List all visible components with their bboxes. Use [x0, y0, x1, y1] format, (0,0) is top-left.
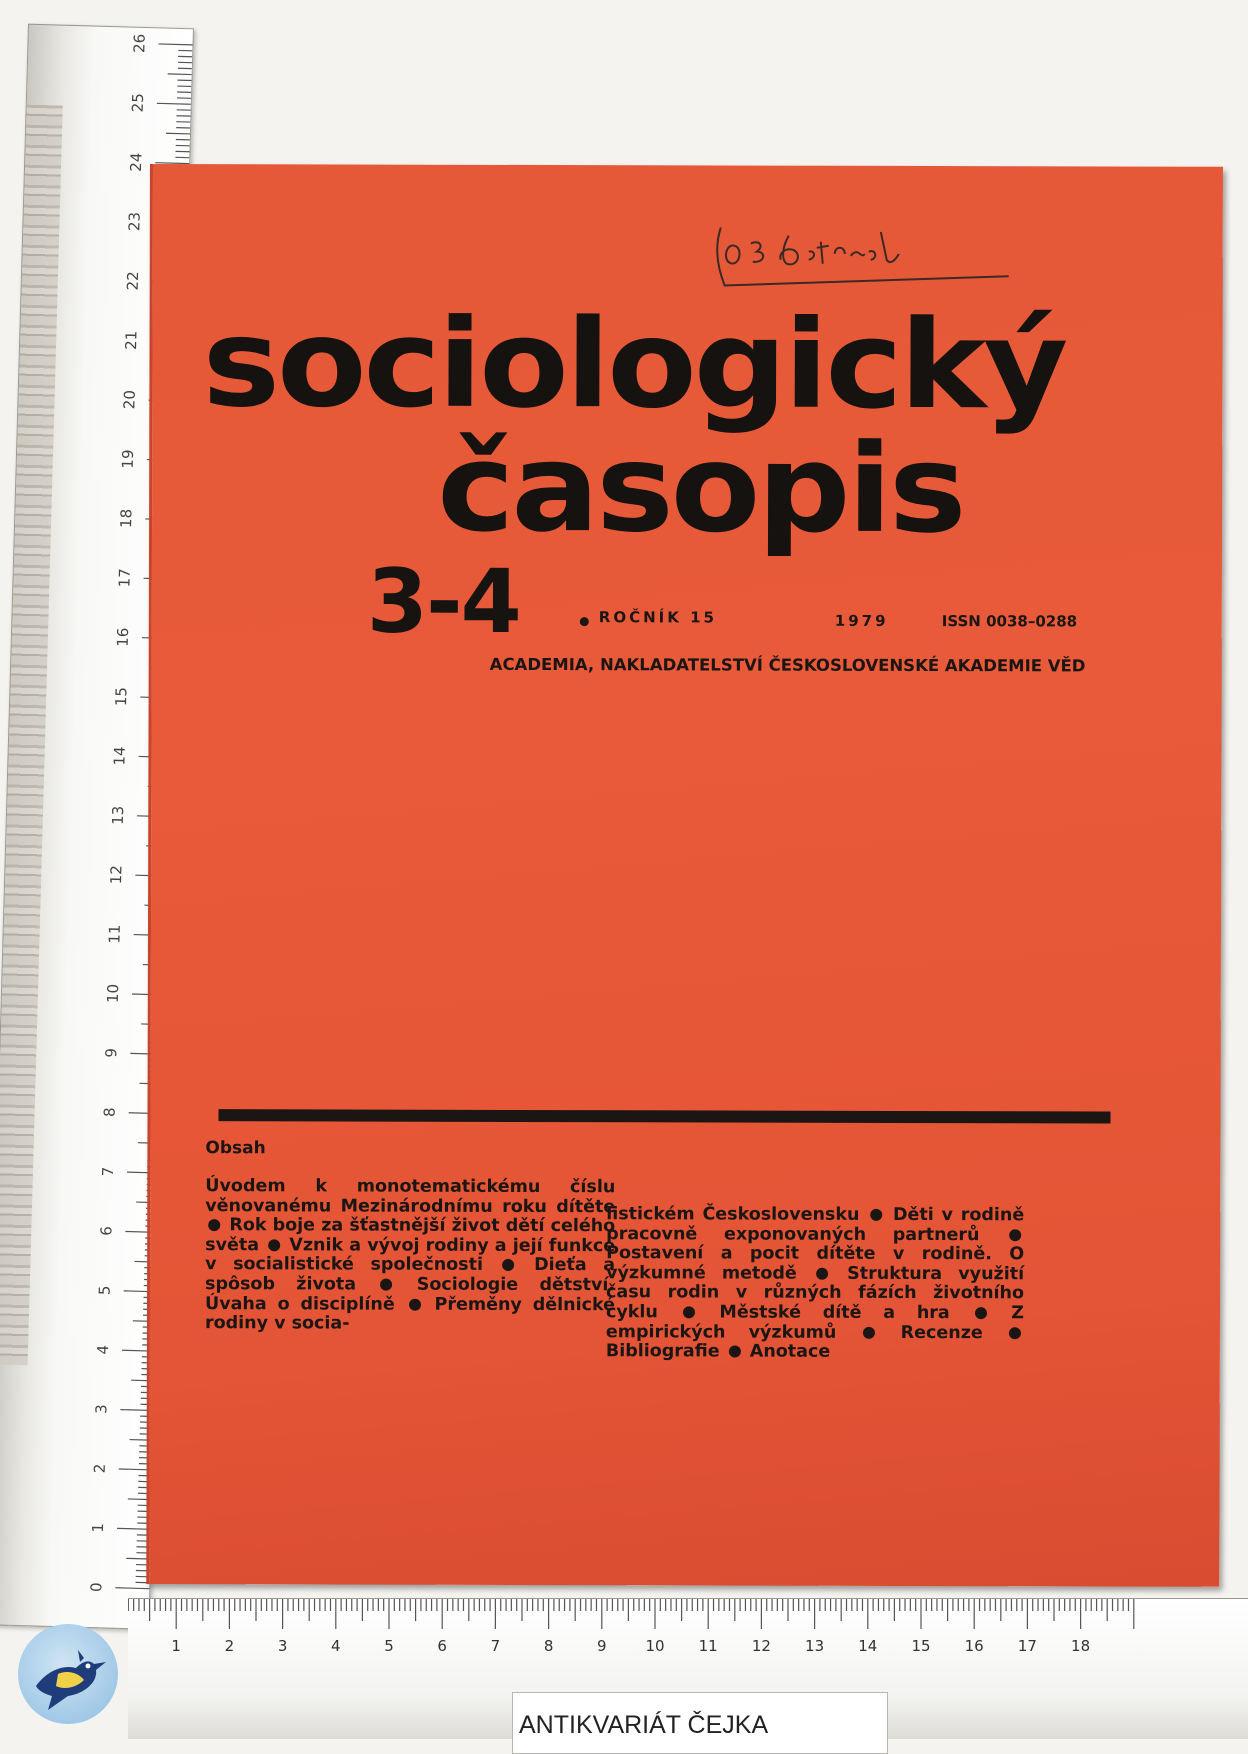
bullet-icon	[380, 1279, 392, 1291]
ruler-number: 8	[544, 1637, 554, 1655]
contents-column-right: listickém Československu Děti v rodině pracovně exponovaných partnerů Postavení a pocit dítěte v rodině. O výzkumné metodě Struktura využití času rodin v různých fázích životního cyklu Městské dítě a hra Z empirických výzkumů Recenze Bibliografie Anotace	[606, 1205, 1024, 1363]
issue-number: 3-4	[367, 550, 520, 653]
ruler-number: 9	[597, 1637, 607, 1655]
ruler-number: 9	[102, 1048, 120, 1058]
ruler-number: 1	[89, 1523, 107, 1533]
ruler-number: 7	[99, 1167, 117, 1177]
volume-label: ROČNÍK 15	[599, 608, 717, 626]
handwritten-note	[709, 215, 1109, 296]
bullet-icon	[409, 1298, 421, 1310]
contents-column-left: Úvodem k monotematickému číslu věnovanému Mezinárodnímu roku dítěte Rok boje za šťastnější život dětí celého světa Vznik a vývoj rodiny a její funkce v socialistické společnosti Dieťa a spôsob života Sociologie dětství. Úvaha o disciplíně Přeměny dělnické rodiny v socia-	[205, 1177, 615, 1335]
bullet-icon	[580, 617, 589, 626]
ruler-number: 11	[699, 1637, 718, 1655]
ruler-number: 10	[645, 1637, 664, 1655]
ruler-number: 26	[130, 34, 149, 54]
ruler-number: 2	[225, 1637, 235, 1655]
ruler-tick	[159, 44, 193, 45]
ruler-number: 13	[109, 806, 128, 826]
bullet-icon	[863, 1326, 875, 1338]
ruler-number: 5	[384, 1637, 394, 1655]
year-label: 1979	[835, 612, 889, 630]
ruler-number: 15	[911, 1637, 930, 1655]
bird-logo-icon	[18, 1624, 118, 1724]
seller-label	[512, 1692, 888, 1754]
ruler-tick	[168, 74, 192, 75]
ruler-number: 22	[124, 271, 143, 291]
contents-heading: Obsah	[205, 1138, 265, 1158]
ruler-number: 19	[119, 449, 138, 469]
ruler-number: 10	[104, 984, 123, 1004]
magazine-cover	[146, 164, 1223, 1587]
ruler-number: 4	[94, 1345, 112, 1355]
ruler-number: 4	[331, 1637, 341, 1655]
ruler-number: 24	[127, 152, 146, 172]
bullet-icon	[870, 1209, 882, 1221]
ruler-number: 16	[114, 627, 133, 647]
ruler-number: 8	[101, 1107, 119, 1117]
ruler-number: 2	[91, 1463, 109, 1473]
ruler-tick	[157, 103, 191, 104]
ruler-number: 16	[965, 1637, 984, 1655]
ruler-number: 6	[97, 1226, 115, 1236]
ruler-number: 14	[110, 746, 129, 766]
bullet-icon	[268, 1239, 280, 1251]
bullet-icon	[975, 1307, 987, 1319]
bullet-icon	[1009, 1229, 1021, 1241]
ruler-number: 12	[107, 865, 126, 885]
ruler-tick	[166, 133, 190, 134]
journal-title-line1: sociologický	[202, 302, 1065, 426]
ruler-number: 3	[92, 1404, 110, 1414]
issn-label: ISSN 0038–0288	[942, 612, 1077, 630]
ruler-number: 25	[129, 93, 148, 113]
bullet-icon	[683, 1306, 695, 1318]
seller-label-text: ANTIKVARIÁT ČEJKA	[519, 1711, 768, 1740]
ruler-number: 18	[117, 509, 136, 529]
publisher-line: ACADEMIA, NAKLADATELSTVÍ ČESKOSLOVENSKÉ AKADEMIE VĚD	[490, 655, 1086, 676]
journal-title-line2: časopis	[437, 427, 964, 550]
ruler-number: 18	[1071, 1637, 1090, 1655]
ruler-number: 14	[858, 1637, 877, 1655]
ruler-number: 13	[805, 1637, 824, 1655]
ruler-number: 12	[752, 1637, 771, 1655]
ruler-number: 20	[120, 390, 139, 410]
ruler-number: 6	[437, 1637, 447, 1655]
bullet-icon	[208, 1219, 220, 1231]
ruler-number: 0	[87, 1582, 105, 1592]
divider-rule	[218, 1109, 1110, 1123]
ruler-number: 17	[115, 568, 134, 588]
ruler-number: 21	[122, 330, 141, 350]
ruler-number: 11	[105, 924, 124, 944]
ruler-number: 23	[125, 212, 144, 232]
ruler-number: 17	[1018, 1637, 1037, 1655]
ruler-number: 7	[491, 1637, 501, 1655]
bullet-icon	[503, 1259, 515, 1271]
bullet-icon	[729, 1346, 741, 1358]
bullet-icon	[1009, 1327, 1021, 1339]
ruler-number: 1	[171, 1637, 181, 1655]
ruler-number: 15	[112, 687, 131, 707]
ruler-tick	[115, 1588, 149, 1589]
bullet-icon	[816, 1268, 828, 1280]
ruler-number: 3	[278, 1637, 288, 1655]
ruler-number: 5	[96, 1285, 114, 1295]
